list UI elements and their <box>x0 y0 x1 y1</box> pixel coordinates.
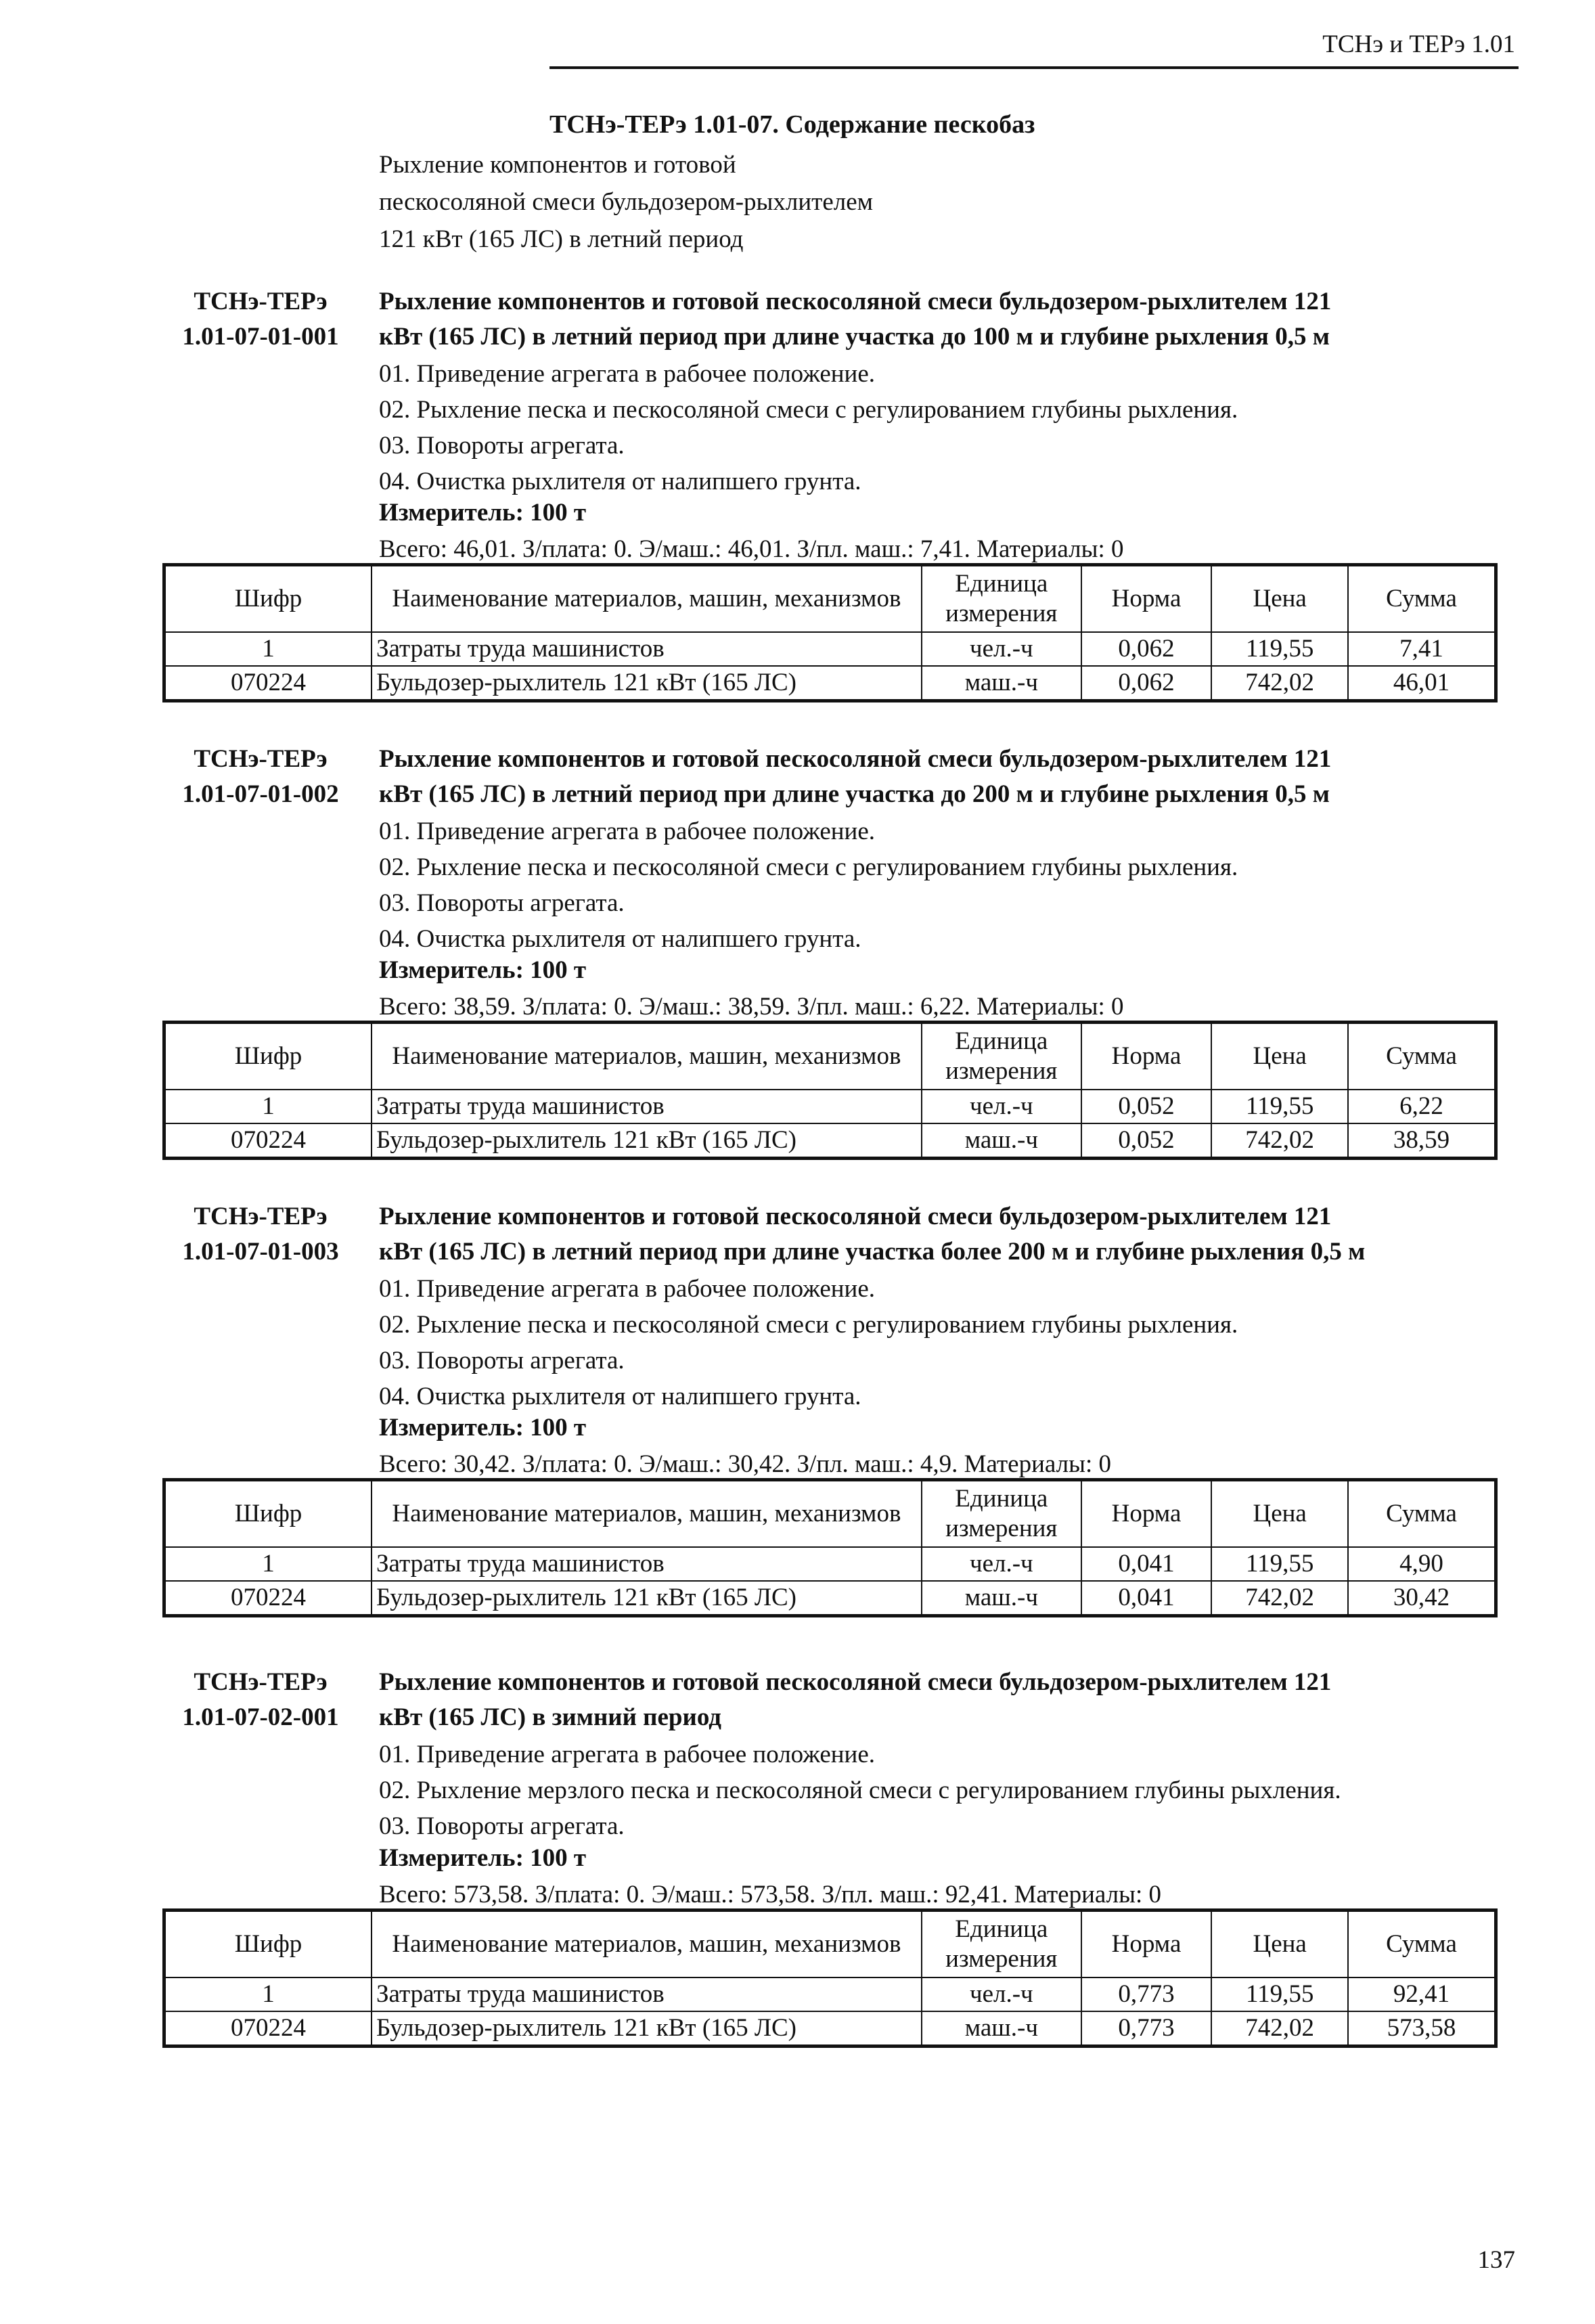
section-title-line1: Рыхление компонентов и готовой пескосоляной смеси бульдозером-рыхлителем 121 <box>379 745 1332 773</box>
table-row <box>164 1977 1496 2011</box>
cell-sum: 30,42 <box>1348 1581 1496 1616</box>
cell-unit: маш.-ч <box>922 1123 1081 1159</box>
col-price-header: Цена <box>1211 1480 1348 1548</box>
cell-unit: чел.-ч <box>922 1090 1081 1123</box>
cell-price: 119,55 <box>1211 632 1348 666</box>
col-price-header: Цена <box>1211 565 1348 633</box>
section-title-line2: кВт (165 ЛС) в летний период при длине участка до 200 м и глубине рыхления 0,5 м <box>379 780 1330 808</box>
section-title <box>379 1199 1529 1270</box>
operations-list <box>379 813 1529 957</box>
operation-item: 03. Повороты агрегата. <box>379 889 625 917</box>
cell-sum: 38,59 <box>1348 1123 1496 1159</box>
col-name-header: Наименование материалов, машин, механизмов <box>372 1910 922 1978</box>
cell-name: Затраты труда машинистов <box>372 1547 922 1581</box>
cell-unit: маш.-ч <box>922 2011 1081 2047</box>
col-norm-header: Норма <box>1081 1023 1212 1090</box>
unit-header-line1: Единица <box>955 1915 1048 1943</box>
section-title-line2: кВт (165 ЛС) в зимний период <box>379 1703 721 1731</box>
operation-item: 02. Рыхление песка и пескосоляной смеси с регулированием глубины рыхления. <box>379 853 1238 881</box>
table-row <box>164 1123 1496 1159</box>
section-code <box>149 1199 372 1270</box>
operation-item: 04. Очистка рыхлителя от налипшего грунта. <box>379 1383 861 1410</box>
section-code-line2: 1.01-07-02-001 <box>182 1703 339 1731</box>
section-code-line1: ТСНэ-ТЕРэ <box>194 288 328 315</box>
col-code-header: Шифр <box>164 1023 372 1090</box>
col-unit-header <box>922 565 1081 633</box>
resources-table <box>162 1908 1498 2048</box>
col-code-header: Шифр <box>164 1910 372 1978</box>
table-header-row <box>164 565 1496 633</box>
cell-code: 1 <box>164 632 372 666</box>
cell-name: Бульдозер-рыхлитель 121 кВт (165 ЛС) <box>372 666 922 701</box>
cell-sum: 573,58 <box>1348 2011 1496 2047</box>
unit-header-line1: Единица <box>955 1027 1048 1055</box>
cell-sum: 7,41 <box>1348 632 1496 666</box>
table-row <box>164 632 1496 666</box>
col-norm-header: Норма <box>1081 565 1212 633</box>
operation-item: 04. Очистка рыхлителя от налипшего грунта. <box>379 468 861 495</box>
section-title <box>379 742 1529 812</box>
col-name-header: Наименование материалов, машин, механизмов <box>372 1023 922 1090</box>
table-row <box>164 1547 1496 1581</box>
col-code-header: Шифр <box>164 565 372 633</box>
section-title-line2: кВт (165 ЛС) в летний период при длине участка более 200 м и глубине рыхления 0,5 м <box>379 1238 1366 1266</box>
unit-header-line2: измерения <box>945 1057 1058 1085</box>
col-norm-header: Норма <box>1081 1480 1212 1548</box>
col-sum-header: Сумма <box>1348 1910 1496 1978</box>
section-code <box>149 1665 372 1735</box>
unit-header-line2: измерения <box>945 1945 1058 1973</box>
cell-norm: 0,052 <box>1081 1090 1212 1123</box>
table-header-row <box>164 1023 1496 1090</box>
col-price-header: Цена <box>1211 1023 1348 1090</box>
resources-table <box>162 1478 1498 1617</box>
cell-code: 1 <box>164 1977 372 2011</box>
cell-code: 070224 <box>164 1581 372 1616</box>
operation-item: 01. Приведение агрегата в рабочее положение. <box>379 818 876 845</box>
cell-code: 070224 <box>164 1123 372 1159</box>
cell-norm: 0,062 <box>1081 666 1212 701</box>
cell-name: Бульдозер-рыхлитель 121 кВт (165 ЛС) <box>372 2011 922 2047</box>
section-title <box>379 1665 1529 1735</box>
operation-item: 02. Рыхление песка и пескосоляной смеси с регулированием глубины рыхления. <box>379 1311 1238 1339</box>
col-unit-header <box>922 1910 1081 1978</box>
section-title-line1: Рыхление компонентов и готовой пескосоляной смеси бульдозером-рыхлителем 121 <box>379 1668 1332 1696</box>
operation-item: 01. Приведение агрегата в рабочее положение. <box>379 1275 876 1303</box>
cell-code: 1 <box>164 1090 372 1123</box>
totals-line: Всего: 38,59. З/плата: 0. Э/маш.: 38,59. З/пл. маш.: 6,22. Материалы: 0 <box>379 993 1124 1021</box>
measure-unit: Измеритель: 100 т <box>379 956 587 984</box>
table-row <box>164 1581 1496 1616</box>
section-title <box>379 284 1529 355</box>
cell-unit: маш.-ч <box>922 666 1081 701</box>
cell-norm: 0,773 <box>1081 1977 1212 2011</box>
unit-header-line2: измерения <box>945 1515 1058 1542</box>
cell-price: 742,02 <box>1211 1123 1348 1159</box>
operation-item: 03. Повороты агрегата. <box>379 1347 625 1375</box>
section-code-line1: ТСНэ-ТЕРэ <box>194 745 328 773</box>
operations-list <box>379 1271 1529 1414</box>
resources-table <box>162 563 1498 702</box>
unit-header-line2: измерения <box>945 600 1058 627</box>
subtitle-line: 121 кВт (165 ЛС) в летний период <box>379 225 744 253</box>
cell-sum: 6,22 <box>1348 1090 1496 1123</box>
subtitle-line: пескосоляной смеси бульдозером-рыхлителем <box>379 188 874 216</box>
col-norm-header: Норма <box>1081 1910 1212 1978</box>
cell-price: 119,55 <box>1211 1090 1348 1123</box>
section-title-line2: кВт (165 ЛС) в летний период при длине участка до 100 м и глубине рыхления 0,5 м <box>379 323 1330 351</box>
running-header: ТСНэ и ТЕРэ 1.01 <box>1322 30 1515 58</box>
cell-sum: 46,01 <box>1348 666 1496 701</box>
section-code <box>149 742 372 812</box>
table-row <box>164 1090 1496 1123</box>
unit-header-line1: Единица <box>955 1485 1048 1513</box>
col-name-header: Наименование материалов, машин, механизмов <box>372 1480 922 1548</box>
operation-item: 01. Приведение агрегата в рабочее положение. <box>379 1741 876 1768</box>
cell-sum: 92,41 <box>1348 1977 1496 2011</box>
operation-item: 03. Повороты агрегата. <box>379 1812 625 1840</box>
cell-name: Затраты труда машинистов <box>372 1977 922 2011</box>
cell-price: 742,02 <box>1211 1581 1348 1616</box>
col-name-header: Наименование материалов, машин, механизмов <box>372 565 922 633</box>
cell-unit: чел.-ч <box>922 632 1081 666</box>
subtitle-line: Рыхление компонентов и готовой <box>379 151 736 179</box>
section-title-line1: Рыхление компонентов и готовой пескосоляной смеси бульдозером-рыхлителем 121 <box>379 288 1332 315</box>
col-sum-header: Сумма <box>1348 1480 1496 1548</box>
operations-list <box>379 1737 1529 1844</box>
section-code <box>149 284 372 355</box>
totals-line: Всего: 30,42. З/плата: 0. Э/маш.: 30,42. З/пл. маш.: 4,9. Материалы: 0 <box>379 1450 1111 1478</box>
cell-price: 119,55 <box>1211 1547 1348 1581</box>
cell-norm: 0,773 <box>1081 2011 1212 2047</box>
cell-norm: 0,041 <box>1081 1547 1212 1581</box>
cell-norm: 0,041 <box>1081 1581 1212 1616</box>
section-code-line2: 1.01-07-01-002 <box>182 780 339 808</box>
cell-sum: 4,90 <box>1348 1547 1496 1581</box>
measure-unit: Измеритель: 100 т <box>379 1844 587 1872</box>
col-sum-header: Сумма <box>1348 1023 1496 1090</box>
measure-unit: Измеритель: 100 т <box>379 499 587 527</box>
col-unit-header <box>922 1480 1081 1548</box>
unit-header-line1: Единица <box>955 570 1048 598</box>
cell-code: 1 <box>164 1547 372 1581</box>
totals-line: Всего: 573,58. З/плата: 0. Э/маш.: 573,58. З/пл. маш.: 92,41. Материалы: 0 <box>379 1881 1161 1908</box>
cell-code: 070224 <box>164 2011 372 2047</box>
cell-norm: 0,052 <box>1081 1123 1212 1159</box>
col-unit-header <box>922 1023 1081 1090</box>
cell-name: Бульдозер-рыхлитель 121 кВт (165 ЛС) <box>372 1123 922 1159</box>
cell-price: 742,02 <box>1211 2011 1348 2047</box>
col-code-header: Шифр <box>164 1480 372 1548</box>
resources-table <box>162 1021 1498 1160</box>
table-row <box>164 666 1496 701</box>
cell-unit: чел.-ч <box>922 1547 1081 1581</box>
table-row <box>164 2011 1496 2047</box>
cell-price: 742,02 <box>1211 666 1348 701</box>
cell-code: 070224 <box>164 666 372 701</box>
page-subtitle <box>379 146 873 258</box>
section-code-line2: 1.01-07-01-001 <box>182 323 339 351</box>
operation-item: 04. Очистка рыхлителя от налипшего грунта. <box>379 925 861 953</box>
operation-item: 03. Повороты агрегата. <box>379 432 625 460</box>
operation-item: 02. Рыхление песка и пескосоляной смеси с регулированием глубины рыхления. <box>379 396 1238 424</box>
operation-item: 02. Рыхление мерзлого песка и пескосоляной смеси с регулированием глубины рыхления. <box>379 1776 1341 1804</box>
table-header-row <box>164 1480 1496 1548</box>
page-number: 137 <box>1477 2246 1515 2274</box>
totals-line: Всего: 46,01. З/плата: 0. Э/маш.: 46,01. З/пл. маш.: 7,41. Материалы: 0 <box>379 535 1124 563</box>
measure-unit: Измеритель: 100 т <box>379 1414 587 1442</box>
cell-name: Затраты труда машинистов <box>372 632 922 666</box>
cell-price: 119,55 <box>1211 1977 1348 2011</box>
col-price-header: Цена <box>1211 1910 1348 1978</box>
cell-name: Бульдозер-рыхлитель 121 кВт (165 ЛС) <box>372 1581 922 1616</box>
operation-item: 01. Приведение агрегата в рабочее положение. <box>379 360 876 388</box>
section-code-line2: 1.01-07-01-003 <box>182 1238 339 1266</box>
cell-unit: маш.-ч <box>922 1581 1081 1616</box>
operations-list <box>379 356 1529 499</box>
section-code-line1: ТСНэ-ТЕРэ <box>194 1668 328 1696</box>
section-title-line1: Рыхление компонентов и готовой пескосоляной смеси бульдозером-рыхлителем 121 <box>379 1203 1332 1230</box>
page-title: ТСНэ-ТЕРэ 1.01-07. Содержание пескобаз <box>549 110 1035 139</box>
col-sum-header: Сумма <box>1348 565 1496 633</box>
section-code-line1: ТСНэ-ТЕРэ <box>194 1203 328 1230</box>
table-header-row <box>164 1910 1496 1978</box>
cell-name: Затраты труда машинистов <box>372 1090 922 1123</box>
cell-unit: чел.-ч <box>922 1977 1081 2011</box>
cell-norm: 0,062 <box>1081 632 1212 666</box>
header-rule <box>549 66 1519 69</box>
